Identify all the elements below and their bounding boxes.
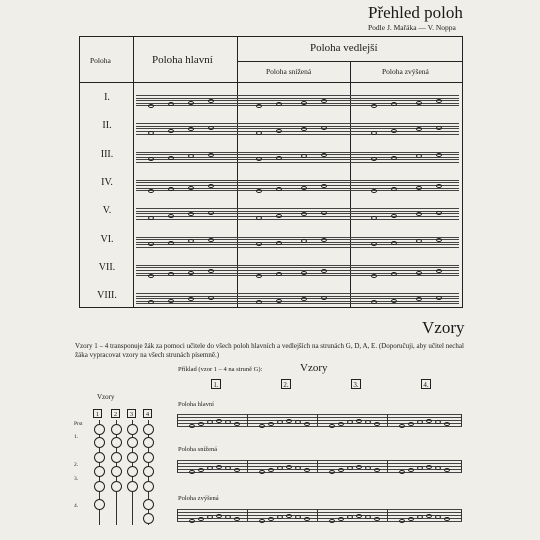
finger-circle [143,452,154,463]
note-head [426,514,432,518]
note-head [321,211,327,215]
note-head [436,296,442,300]
note-head [416,101,422,105]
note-head [256,274,262,278]
note-head [321,153,327,157]
note-head [168,156,174,160]
note-head [301,101,307,105]
note-head [168,241,174,245]
note-head [391,241,397,245]
note-head [416,271,422,275]
example-caption: Příklad (vzor 1 – 4 na struně G): [178,366,263,373]
note-head [148,274,154,278]
row-label: II. [102,120,112,132]
row-label: VIII. [97,290,117,302]
note-head [391,214,397,218]
note-head [168,214,174,218]
note-head [276,129,282,133]
finger-circle [94,424,105,435]
finger-circle [94,437,105,448]
example-box-2: 2. [281,379,291,389]
note-head [168,129,174,133]
note-head [148,157,154,161]
staff-label-zvysena: Poloha zvýšená [178,495,219,502]
note-head [259,470,265,474]
diagram-title: Vzory [97,393,115,401]
note-head [208,153,214,157]
diagram-box-1: 1 [93,409,102,418]
finger-circle [143,424,154,435]
finger-circle [143,437,154,448]
note-head [356,465,362,469]
note-head [208,269,214,273]
note-head [399,519,405,523]
finger-circle [94,466,105,477]
finger-circle [94,481,105,492]
note-head [189,519,195,523]
col-vedlejsi: Poloha vedlejší [310,42,378,54]
row-staff [136,152,459,165]
note-head [286,514,292,518]
row-staff [136,123,459,136]
note-head [256,242,262,246]
note-head [216,419,222,423]
row-staff [136,237,459,250]
note-head [208,211,214,215]
note-head [321,126,327,130]
example-box-1: 1. [211,379,221,389]
note-head [188,101,194,105]
finger-circle [111,437,122,448]
finger-label: Prst [74,421,83,427]
diagram-box-3: 3 [127,409,136,418]
note-head [208,296,214,300]
finger-1: 1. [74,434,79,440]
note-head [371,131,377,135]
col-snizena: Poloha snížená [266,67,312,76]
note-head [436,126,442,130]
finger-circle [127,466,138,477]
note-head [276,241,282,245]
row-staff [136,180,459,193]
note-head [436,211,442,215]
example-box-3: 3. [351,379,361,389]
note-head [148,216,154,220]
note-head [329,470,335,474]
example-staff [177,460,462,474]
note-head [371,216,377,220]
col-hlavni: Poloha hlavní [152,54,213,66]
note-head [256,157,262,161]
note-head [148,131,154,135]
finger-circle [111,452,122,463]
finger-circle [143,466,154,477]
note-head [436,269,442,273]
note-head [259,519,265,523]
page-title: Přehled poloh [368,3,463,22]
note-head [391,129,397,133]
diagram-box-4: 4 [143,409,152,418]
col-poloha: Poloha [90,56,111,65]
row-label: VI. [100,233,114,245]
note-head [416,186,422,190]
note-head [321,296,327,300]
finger-circle [127,437,138,448]
note-head [188,186,194,190]
note-head [256,216,262,220]
note-head [168,299,174,303]
finger-circle [94,452,105,463]
finger-circle [111,466,122,477]
note-head [436,238,442,242]
row-label: V. [102,205,112,217]
note-head [426,465,432,469]
note-head [399,424,405,428]
staff-label-hlavni: Poloha hlavní [178,401,214,408]
finger-4: 4. [74,503,79,509]
note-head [329,519,335,523]
note-head [371,104,377,108]
finger-circle [111,481,122,492]
note-head [188,271,194,275]
note-head [371,157,377,161]
note-head [426,419,432,423]
note-head [148,189,154,193]
row-label: IV. [101,176,113,188]
note-head [436,153,442,157]
row-staff [136,293,459,306]
note-head [208,238,214,242]
example-staff [177,509,462,523]
finger-circle [127,481,138,492]
note-head [216,514,222,518]
finger-circle [143,513,154,524]
note-head [371,242,377,246]
note-head [399,470,405,474]
note-head [148,104,154,108]
staff-label-snizena: Poloha snížená [178,446,218,453]
finger-circle [143,481,154,492]
note-head [301,271,307,275]
note-head [301,186,307,190]
row-label: I. [104,92,110,103]
row-staff [136,265,459,278]
section-title: Vzory [422,318,465,337]
example-staff [177,414,462,428]
example-title: Vzory [300,362,328,374]
note-head [256,104,262,108]
note-head [276,214,282,218]
row-label: III. [100,148,114,160]
note-head [371,189,377,193]
note-head [321,238,327,242]
note-head [256,189,262,193]
diagram-box-2: 2 [111,409,120,418]
note-head [208,126,214,130]
finger-circle [111,424,122,435]
positions-table [79,36,463,308]
row-label: VII. [98,261,116,273]
note-head [286,419,292,423]
note-head [286,465,292,469]
note-head [391,299,397,303]
note-head [321,269,327,273]
note-head [259,424,265,428]
finger-circle [143,499,154,510]
finger-circle [94,499,105,510]
note-head [256,131,262,135]
note-head [391,156,397,160]
note-head [189,470,195,474]
note-head [276,299,282,303]
note-head [216,465,222,469]
note-head [189,424,195,428]
page-subtitle: Podle J. Mařáka — V. Noppa [368,23,456,32]
row-staff [136,208,459,221]
finger-3: 3. [74,476,79,482]
note-head [276,156,282,160]
section-intro: Vzory 1 – 4 transponuje žák za pomoci učitele do všech poloh hlavních a vedlejších na strunách G, D, A, E. (Doporučuji, aby učitel nechal žáka vypracovat vzory na všech strunách písemně.) [75,342,464,359]
col-zvysena: Poloha zvýšená [382,67,429,76]
row-staff [136,95,459,108]
note-head [371,274,377,278]
note-head [356,514,362,518]
finger-circle [127,424,138,435]
finger-2: 2. [74,462,79,468]
finger-circle [127,452,138,463]
note-head [148,242,154,246]
example-box-4: 4. [421,379,431,389]
note-head [329,424,335,428]
note-head [356,419,362,423]
